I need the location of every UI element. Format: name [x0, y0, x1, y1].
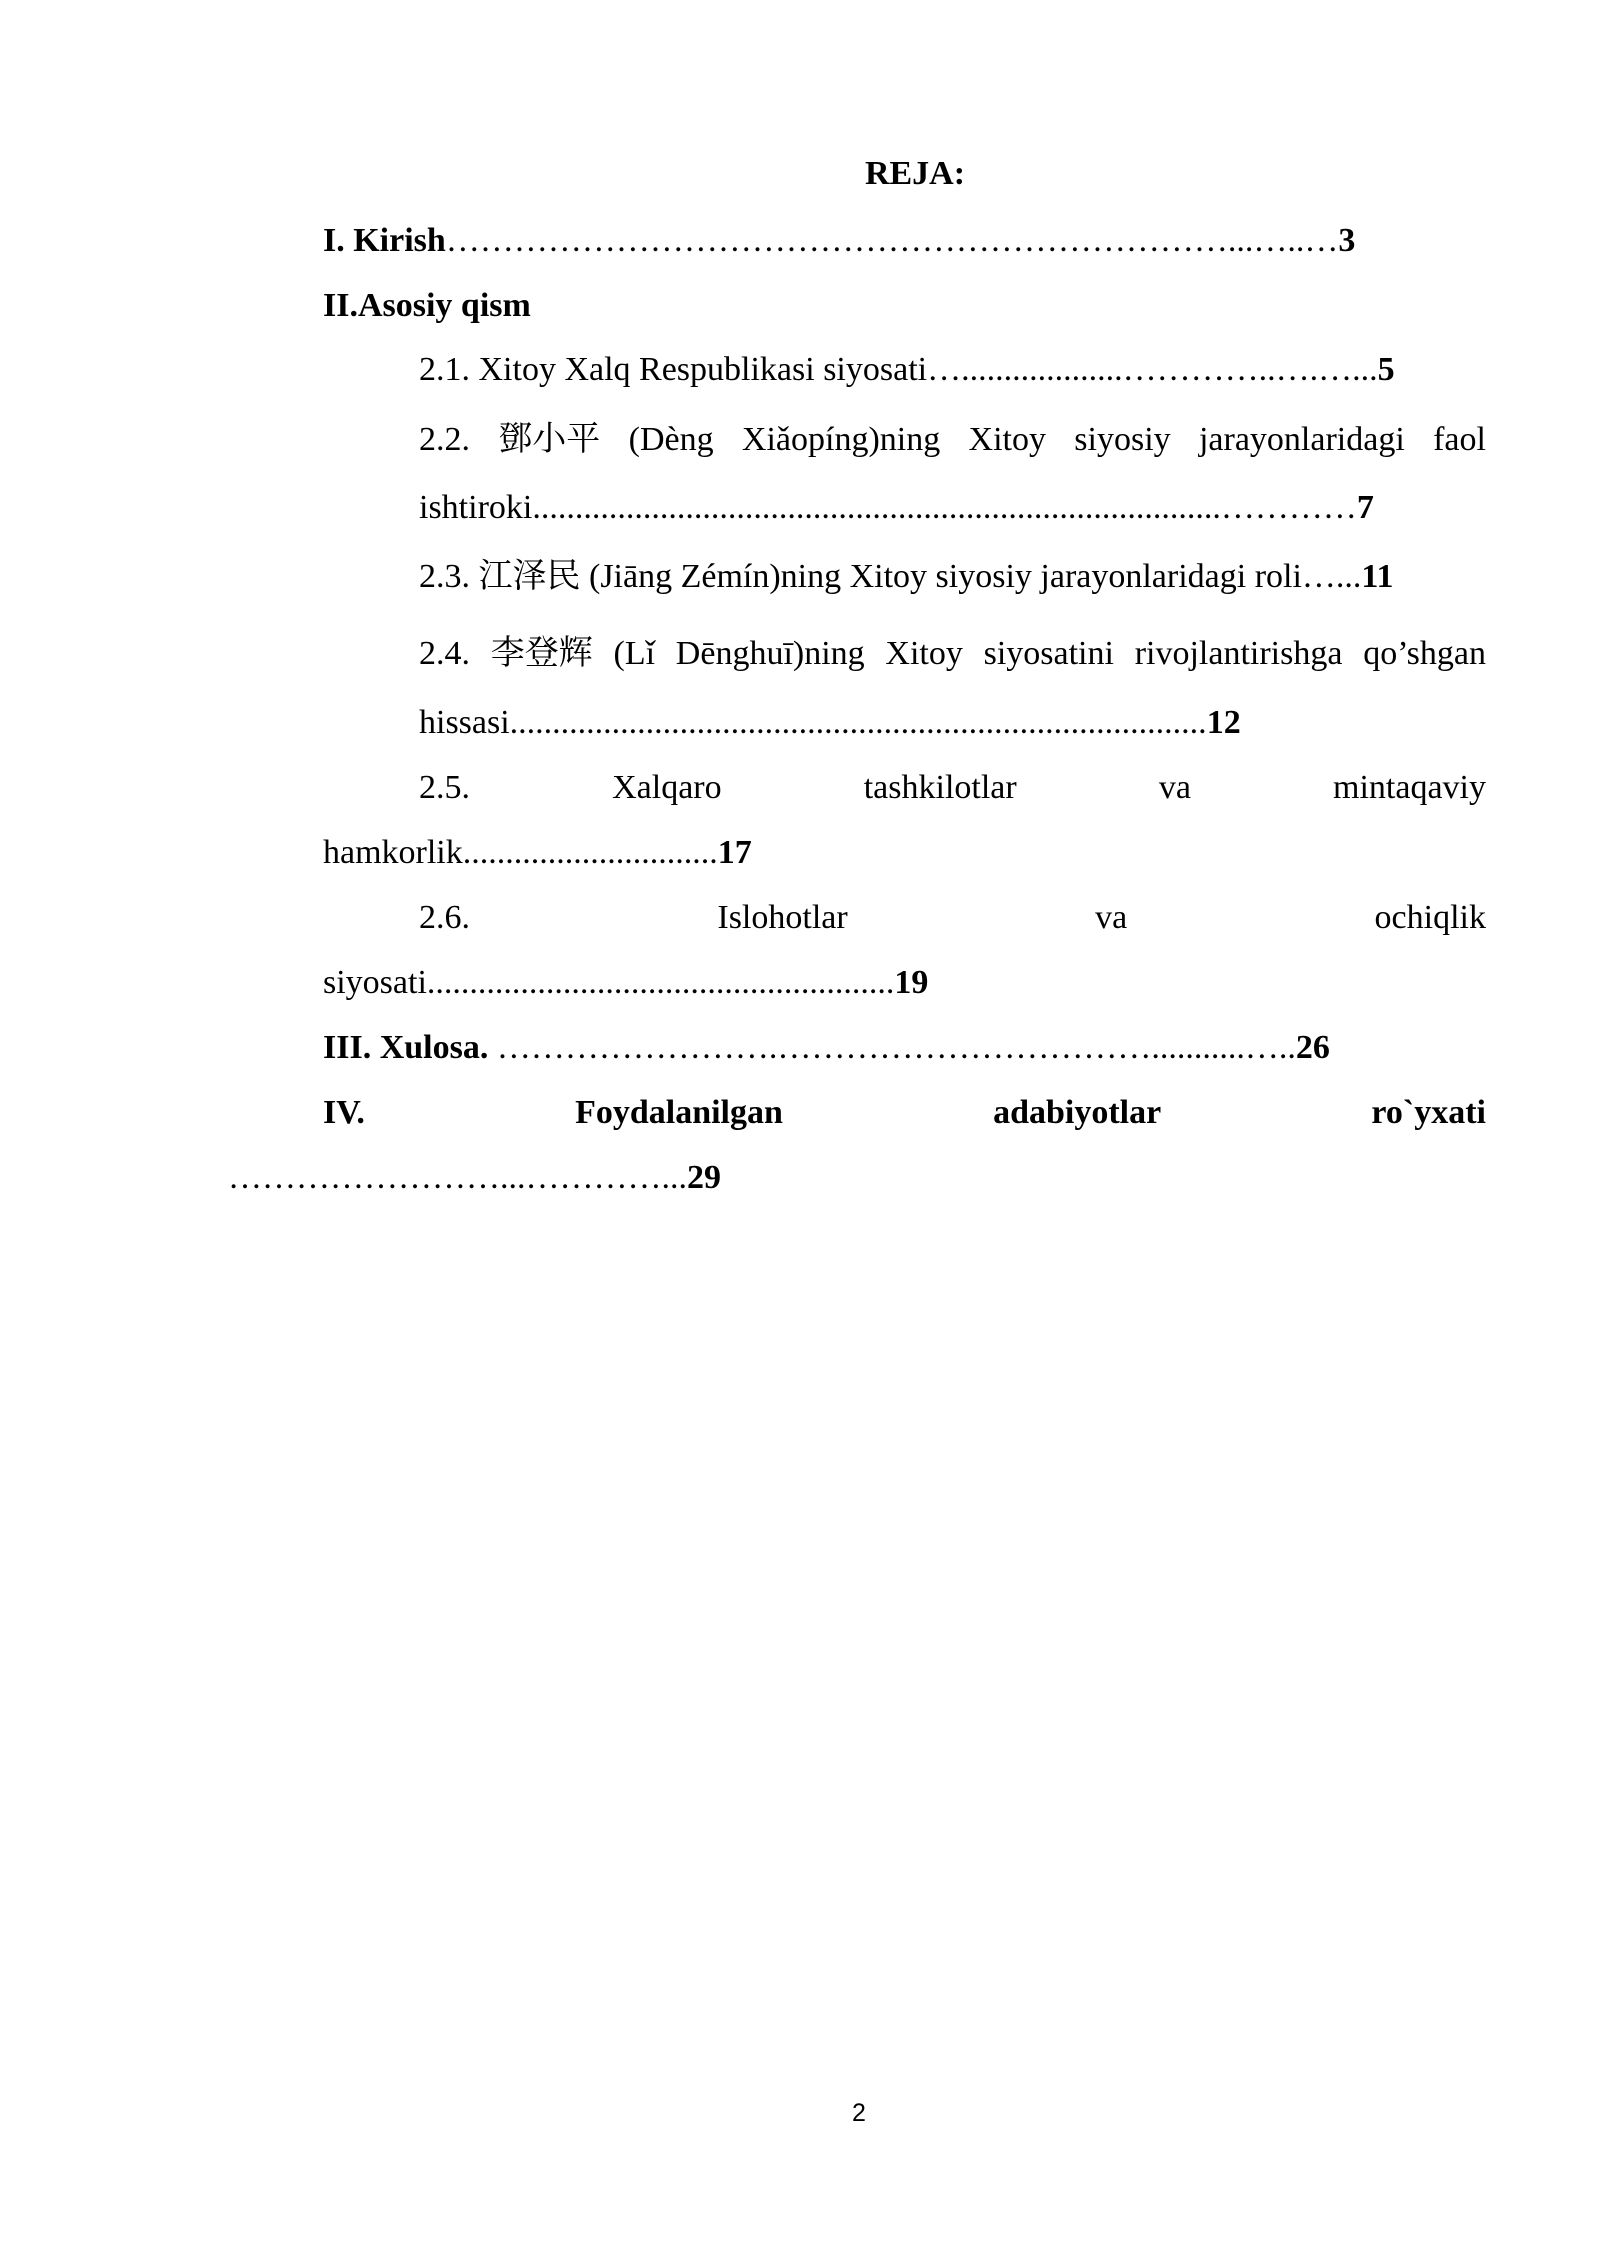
toc-2-6-line2 [323, 961, 928, 1005]
word: (Dèng [628, 421, 714, 458]
word: ochiqlik [1374, 899, 1486, 936]
word: (Lǐ [613, 635, 656, 672]
toc-2-5-page: 17 [717, 834, 752, 871]
toc-2-1-page: 5 [1377, 351, 1395, 388]
word: tashkilotlar [863, 769, 1017, 806]
toc-2-2-line2 [419, 486, 1374, 530]
toc-asosiy-label: II.Asosiy qism [323, 287, 531, 324]
word: Islohotlar [717, 899, 848, 936]
word: 2.5. [419, 769, 470, 806]
toc-adabiyot-page: 29 [687, 1159, 721, 1196]
toc-xulosa-label: III. Xulosa. [323, 1029, 489, 1066]
toc-xulosa-page: 26 [1295, 1029, 1330, 1066]
word: faol [1433, 421, 1486, 458]
word: Dēnghuī)ning [675, 635, 865, 672]
word: mintaqaviy [1333, 769, 1486, 806]
toc-kirish-dots: ……………………………………………………………...…..… [445, 222, 1339, 259]
cjk-name: 李登辉 [490, 635, 593, 672]
word: ro`yxati [1371, 1094, 1486, 1131]
word: va [1158, 769, 1191, 806]
word: siyosiy [1074, 421, 1171, 458]
toc-2-4-line2 [419, 701, 1241, 745]
toc-2-5-line2 [323, 831, 752, 875]
word: Xalqaro [612, 769, 722, 806]
toc-xulosa [323, 1026, 1330, 1070]
page-title: REJA: [864, 155, 966, 192]
page-number: 2 [852, 2099, 866, 2127]
toc-2-3-text: 2.3. 江泽民 (Jiāng Zémín)ning Xitoy siyosiy jarayonlaridagi roli…... [419, 558, 1362, 595]
toc-kirish-page: 3 [1338, 222, 1356, 259]
toc-2-2-page: 7 [1356, 489, 1374, 526]
word: Foydalanilgan [575, 1094, 783, 1131]
toc-2-4-page: 12 [1206, 704, 1241, 741]
toc-asosiy [323, 284, 531, 328]
toc-2-6-page: 19 [894, 964, 929, 1001]
cjk-name: 鄧小平 [498, 421, 601, 458]
toc-2-3-page: 11 [1361, 558, 1394, 595]
word: Xitoy [968, 421, 1046, 458]
word: Xitoy [885, 635, 963, 672]
toc-2-3 [419, 555, 1394, 599]
toc-2-5-line1 [419, 766, 1486, 810]
toc-2-2-line1 [419, 418, 1486, 462]
word: 2.6. [419, 899, 470, 936]
toc-adabiyot-line1 [323, 1091, 1486, 1135]
toc-2-6-line1 [419, 896, 1486, 940]
word: siyosatini [983, 635, 1114, 672]
toc-kirish [323, 219, 1355, 263]
toc-adabiyot-line2 [228, 1156, 721, 1200]
toc-kirish-label: I. Kirish [323, 222, 446, 259]
word: rivojlantirishga [1134, 635, 1343, 672]
toc-adabiyot-dots: ……………………...…………... [228, 1159, 687, 1196]
toc-2-5-text: hamkorlik.............................. [323, 834, 718, 871]
word: qo’shgan [1363, 635, 1486, 672]
word: adabiyotlar [993, 1094, 1162, 1131]
word: jarayonlaridagi [1198, 421, 1405, 458]
toc-2-2-text: ishtiroki.................................................................................………… [419, 489, 1357, 526]
toc-2-4-line1 [419, 632, 1486, 676]
word: IV. [323, 1094, 365, 1131]
word: va [1095, 899, 1128, 936]
toc-2-1 [419, 348, 1395, 392]
word: 2.4. [419, 635, 470, 672]
word: 2.2. [419, 421, 470, 458]
toc-2-6-text: siyosati....................................................... [323, 964, 895, 1001]
toc-2-1-text: 2.1. Xitoy Xalq Respublikasi siyosati…...................…………..….…... [419, 351, 1378, 388]
toc-2-4-text: hissasi.................................................................................. [419, 704, 1207, 741]
word: Xiǎopíng)ning [741, 421, 941, 458]
toc-xulosa-dots: …………………….……………………………...........….. [496, 1029, 1296, 1066]
